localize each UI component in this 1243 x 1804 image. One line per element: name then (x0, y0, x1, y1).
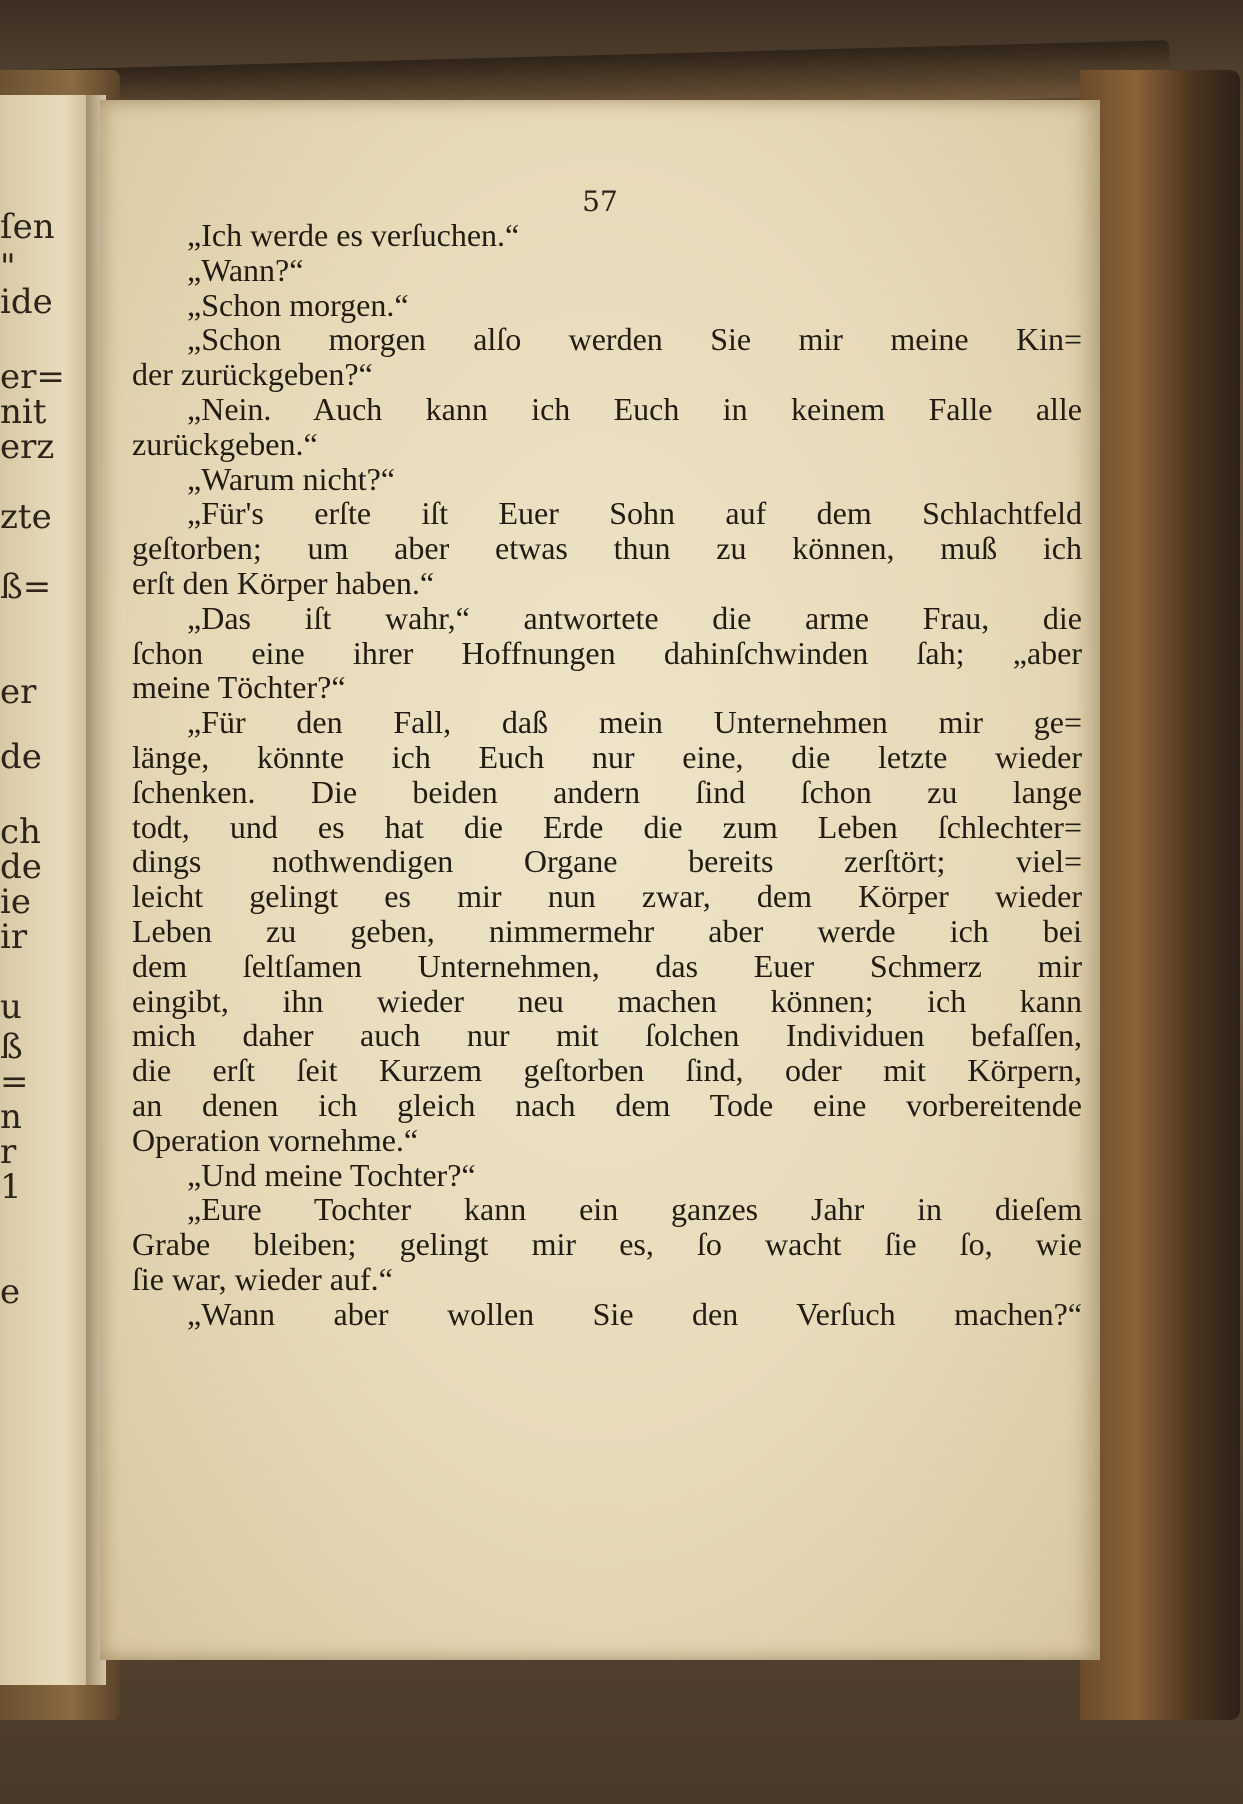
text-line: Leben zu geben, nimmermehr aber werde ich bei (132, 912, 1082, 949)
text-line: an denen ich gleich nach dem Tode eine vorbereitende (132, 1086, 1082, 1123)
text-line: „Nein. Auch kann ich Euch in keinem Falle alle (187, 390, 1082, 427)
left-page-fragment: de (0, 737, 42, 777)
text-line: geſtorben; um aber etwas thun zu können, muß ich (132, 530, 1082, 567)
text-line: „Für's erſte iſt Euer Sohn auf dem Schlachtfeld (187, 495, 1082, 532)
text-line: Operation vornehme.“ (132, 1121, 419, 1158)
left-page-fragment: u (0, 987, 22, 1027)
left-page-fragment: ie (0, 882, 31, 922)
text-line: dings nothwendigen Organe bereits zerſtört; viel= (132, 843, 1082, 880)
book-cover-right (1080, 70, 1240, 1720)
text-line: zurückgeben.“ (132, 425, 318, 462)
text-line: „Schon morgen.“ (187, 286, 409, 323)
left-page-fragment: zte (0, 497, 52, 537)
left-page-fragment: de (0, 847, 42, 887)
text-line: todt, und es hat die Erde die zum Leben ſchlechter= (132, 808, 1082, 845)
text-line: ſie war, wieder auf.“ (132, 1260, 393, 1297)
left-page-fragment: ide (0, 282, 53, 322)
text-line: „Und meine Tochter?“ (187, 1156, 476, 1193)
page-text (132, 218, 1082, 1332)
text-line: „Ich werde es verſuchen.“ (187, 217, 520, 253)
left-page-fragment: n (0, 1097, 22, 1137)
left-page-fragment: " (0, 247, 16, 287)
left-page-fragment: er (0, 672, 37, 712)
left-page-fragment: ß= (0, 567, 52, 607)
text-line: dem ſeltſamen Unternehmen, das Euer Schmerz mir (132, 947, 1082, 984)
left-page-fragment: r (0, 1132, 17, 1172)
left-page-fragment: nit (0, 392, 47, 432)
text-line: der zurückgeben?“ (132, 356, 373, 393)
left-page-fragment: 1 (0, 1167, 22, 1207)
left-page (0, 95, 90, 1685)
text-line: mich daher auch nur mit ſolchen Individuen befaſſen, (132, 1017, 1082, 1054)
text-line: „Schon morgen alſo werden Sie mir meine Kin= (187, 321, 1082, 358)
text-line: die erſt ſeit Kurzem geſtorben ſind, oder mit Körpern, (132, 1052, 1082, 1089)
text-line: länge, könnte ich Euch nur eine, die letzte wieder (132, 738, 1082, 775)
text-line: „Das iſt wahr,“ antwortete die arme Frau, die (187, 599, 1082, 636)
left-page-fragment: e (0, 1272, 21, 1312)
text-line: ſchon eine ihrer Hoffnungen dahinſchwinden ſah; „aber (132, 634, 1082, 671)
page-number: 57 (582, 185, 618, 218)
text-line: erſt den Körper haben.“ (132, 564, 435, 601)
text-line: Grabe bleiben; gelingt mir es, ſo wacht ſie ſo, wie (132, 1226, 1082, 1263)
left-page-fragment: ſen (0, 207, 55, 247)
text-line: ſchenken. Die beiden andern ſind ſchon zu lange (132, 773, 1082, 810)
left-page-fragment: ir (0, 917, 28, 957)
text-line: „Wann aber wollen Sie den Verſuch machen?“ (187, 1295, 1082, 1332)
text-line: meine Töchter?“ (132, 669, 346, 706)
left-page-fragment: ch (0, 812, 41, 852)
text-line: „Für den Fall, daß mein Unternehmen mir ge= (187, 704, 1082, 741)
text-line: „Wann?“ (187, 251, 304, 288)
text-line: „Eure Tochter kann ein ganzes Jahr in dieſem (187, 1191, 1082, 1228)
text-line: eingibt, ihn wieder neu machen können; ich kann (132, 982, 1082, 1019)
text-line: leicht gelingt es mir nun zwar, dem Körper wieder (132, 878, 1082, 915)
text-line: „Warum nicht?“ (187, 460, 395, 497)
left-page-fragment: = (0, 1062, 29, 1102)
left-page-fragment: er= (0, 357, 65, 397)
left-page-fragment: erz (0, 427, 55, 467)
right-page (100, 100, 1100, 1660)
left-page-fragment: ß (0, 1027, 23, 1067)
